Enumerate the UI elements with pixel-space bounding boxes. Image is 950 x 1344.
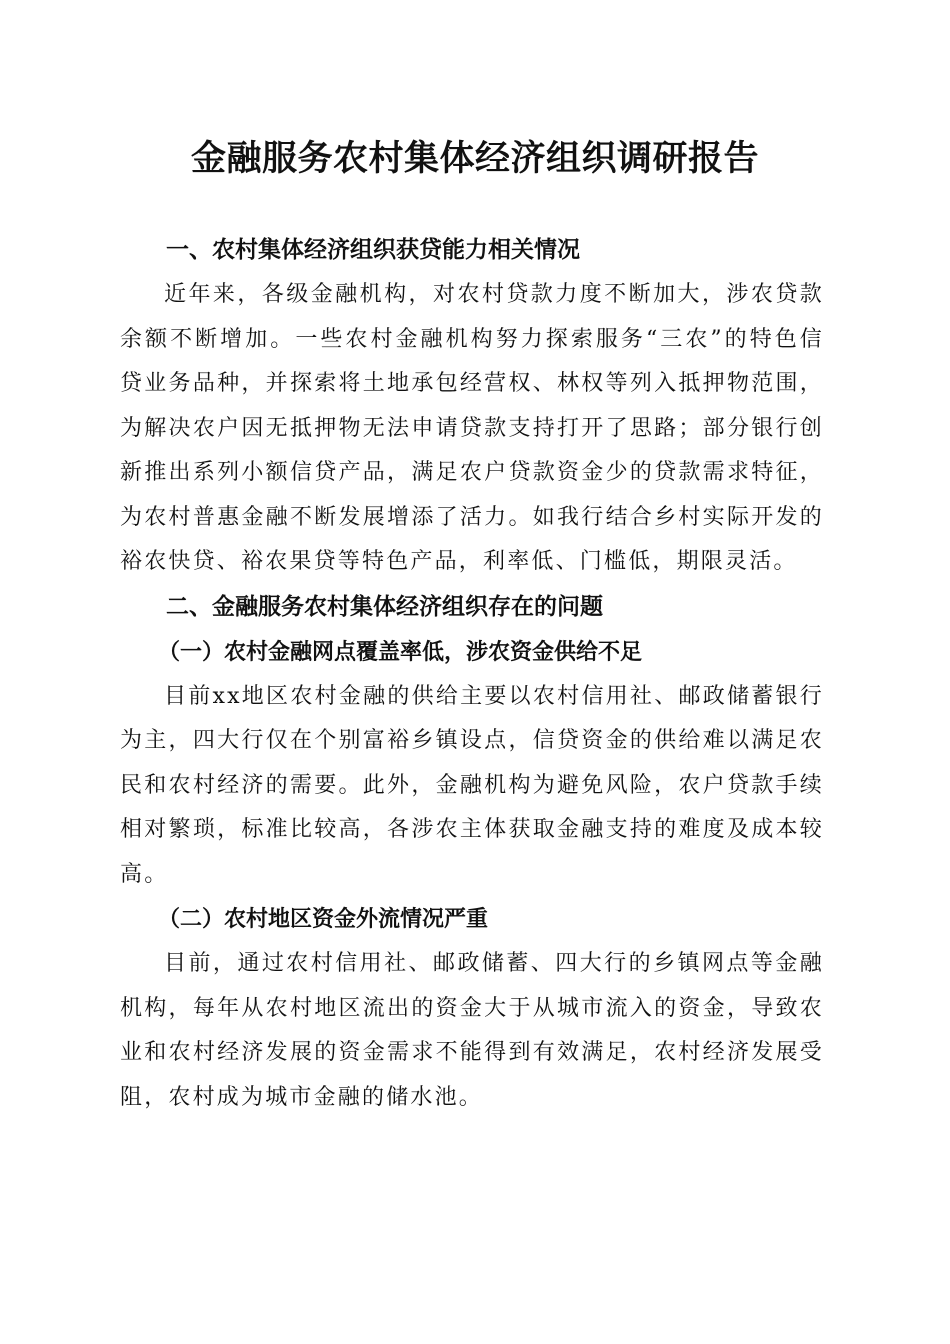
document-body — [120, 228, 824, 1120]
section-1-heading: 一、农村集体经济组织获贷能力相关情况 — [166, 237, 580, 263]
document-title: 金融服务农村集体经济组织调研报告 — [190, 139, 759, 179]
subsection-2-paragraph: 目前，通过农村信用社、邮政储蓄、四大行的乡镇网点等金融机构，每年从农村地区流出的资金大于从城市流入的资金，导致农业和农村经济发展的资金需求不能得到有效满足，农村经济发展受阻，农村成为城市金融的储水池。 — [120, 951, 824, 1110]
subsection-1-paragraph: 目前xx地区农村金融的供给主要以农村信用社、邮政储蓄银行为主，四大行仅在个别富裕乡镇设点，信贷资金的供给难以满足农民和农村经济的需要。此外，金融机构为避免风险，农户贷款手续相对繁琐，标准比较高，各涉农主体获取金融支持的难度及成本较高。 — [120, 683, 824, 887]
section-2-heading: 二、金融服务农村集体经济组织存在的问题 — [166, 593, 603, 620]
subsection-1-heading: （一）农村金融网点覆盖率低，涉农资金供给不足 — [158, 638, 643, 665]
section-1-paragraph: 近年来，各级金融机构，对农村贷款力度不断加大，涉农贷款余额不断增加。一些农村金融机构努力探索服务“三农”的特色信贷业务品种，并探索将土地承包经营权、林权等列入抵押物范围，为解决农户因无抵押物无法申请贷款支持打开了思路；部分银行创新推出系列小额信贷产品，满足农户贷款资金少的贷款需求特征，为农村普惠金融不断发展增添了活力。如我行结合乡村实际开发的裕农快贷、裕农果贷等特色产品，利率低、门槛低，期限灵活。 — [120, 282, 824, 574]
subsection-2-heading: （二）农村地区资金外流情况严重 — [158, 906, 489, 932]
